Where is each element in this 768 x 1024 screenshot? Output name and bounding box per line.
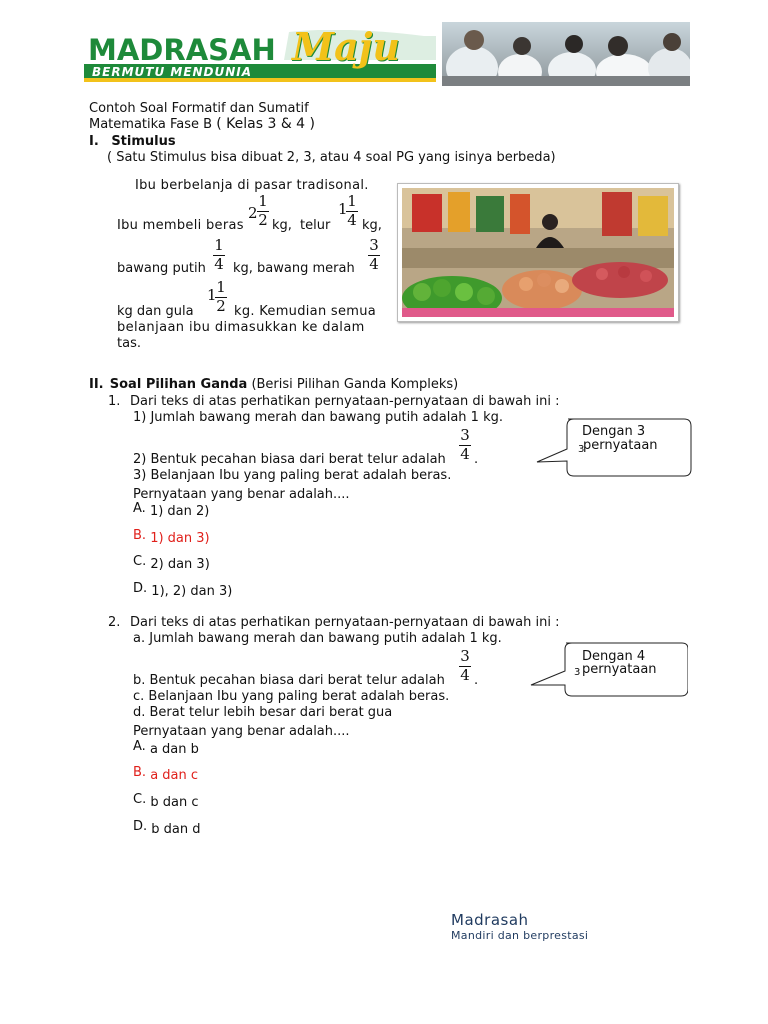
q2-option-a[interactable] — [133, 739, 199, 758]
section2-heading — [89, 377, 458, 393]
stimulus-l2-c: telur — [300, 218, 331, 233]
q1-option-b[interactable] — [133, 528, 210, 547]
frac-bawang-merah-num: 3 — [369, 236, 379, 254]
stimulus-l2-d: kg, — [362, 218, 382, 233]
q2-statement-c: c. Belanjaan Ibu yang paling berat adalah beras. — [133, 689, 450, 704]
frac-telur-den: 4 — [347, 211, 357, 229]
section1-note: ( Satu Stimulus bisa dibuat 2, 3, atau 4 soal PG yang isinya berbeda) — [107, 150, 556, 165]
frac-telur — [346, 194, 358, 228]
logo-word: MADRASAH — [88, 33, 276, 67]
frac-gula-whole: 1 — [207, 286, 217, 304]
banner-photo — [442, 22, 690, 86]
q1-number: 1. — [108, 394, 121, 409]
frac-bawang-merah-den: 4 — [369, 255, 379, 273]
header-line1: Contoh Soal Formatif dan Sumatif — [89, 101, 309, 116]
footer-subtitle: Mandiri dan berprestasi — [451, 929, 589, 942]
q2-prompt: Pernyataan yang benar adalah.... — [133, 724, 350, 739]
q1-callout-prefix: 3 — [578, 444, 585, 455]
q2-option-a-letter: A. — [133, 739, 146, 754]
q1-fraction — [459, 428, 471, 462]
q2-option-b[interactable] — [133, 765, 199, 784]
frac-beras — [257, 194, 269, 228]
frac-beras-den: 2 — [258, 211, 268, 229]
q1-fraction-num: 3 — [460, 426, 470, 444]
q2-fraction — [459, 649, 471, 683]
header-subject: Matematika Fase B — [89, 117, 213, 132]
footer-title: Madrasah — [451, 911, 529, 929]
q2-option-c-text: b dan c — [150, 795, 199, 810]
q1-statement-3: 3) Belanjaan Ibu yang paling berat adalah beras. — [133, 468, 452, 483]
frac-telur-num: 1 — [347, 192, 357, 210]
q2-callout-line2: pernyataan — [582, 662, 657, 677]
frac-gula — [215, 280, 227, 314]
q1-option-b-text: 1) dan 3) — [150, 531, 210, 546]
q1-callout-line2: pernyataan — [583, 438, 658, 453]
q2-option-d-text: b dan d — [151, 822, 201, 837]
section2-number: II. — [89, 377, 104, 392]
stimulus-l3-b: kg, bawang merah — [233, 261, 355, 276]
q1-statement-2: 2) Bentuk pecahan biasa dari berat telur adalah — [133, 452, 446, 467]
q2-callout-line1: Dengan 4 — [582, 649, 646, 664]
logo-tagline: BERMUTU MENDUNIA — [92, 65, 253, 79]
frac-gula-den: 2 — [216, 297, 226, 315]
q2-statement-b: b. Bentuk pecahan biasa dari berat telur adalah — [133, 673, 445, 688]
q1-option-a-letter: A. — [133, 501, 146, 516]
frac-beras-whole: 2 — [248, 204, 258, 222]
logo-script: Maju — [292, 24, 401, 69]
frac-beras-num: 1 — [258, 192, 268, 210]
q2-fraction-den: 4 — [460, 666, 470, 684]
q2-fraction-num: 3 — [460, 647, 470, 665]
section1-title: Stimulus — [111, 134, 176, 149]
frac-bawang-putih — [213, 238, 225, 272]
frac-bawang-merah — [368, 238, 380, 272]
stimulus-l2-b: kg, — [272, 218, 292, 233]
q2-statement-a: a. Jumlah bawang merah dan bawang putih adalah 1 kg. — [133, 631, 502, 646]
q2-option-c-letter: C. — [133, 792, 147, 807]
q2-callout-prefix: 3 — [574, 667, 581, 678]
q1-option-b-letter: B. — [133, 528, 147, 543]
q1-option-d[interactable] — [133, 581, 233, 600]
q2-option-d-letter: D. — [133, 819, 148, 834]
q1-option-c[interactable] — [133, 554, 210, 573]
q2-option-c[interactable] — [133, 792, 199, 811]
q1-option-d-text: 1), 2) dan 3) — [151, 584, 233, 599]
stimulus-l4-b: kg. Kemudian semua — [234, 304, 377, 319]
section2-subtitle: (Berisi Pilihan Ganda Kompleks) — [251, 377, 459, 392]
stimulus-l2-a: Ibu membeli beras — [117, 218, 244, 233]
header-grade: ( Kelas 3 & 4 ) — [216, 116, 315, 132]
q2-option-a-text: a dan b — [149, 742, 199, 757]
q1-option-c-text: 2) dan 3) — [150, 557, 210, 572]
section1-number: I. — [89, 134, 99, 149]
q2-option-b-text: a dan c — [150, 768, 199, 783]
q1-option-a-text: 1) dan 2) — [149, 504, 210, 519]
q2-statement-d: d. Berat telur lebih besar dari berat gua — [133, 705, 393, 720]
section1-heading — [89, 134, 176, 150]
q1-statement-2-end: . — [474, 452, 479, 467]
q1-prompt: Pernyataan yang benar adalah.... — [133, 487, 350, 502]
section2-title: Soal Pilihan Ganda — [109, 377, 248, 392]
q1-option-d-letter: D. — [133, 581, 148, 596]
frac-gula-num: 1 — [216, 278, 226, 296]
stimulus-l3-a: bawang putih — [117, 261, 206, 276]
frac-telur-whole: 1 — [338, 200, 348, 218]
header-line2 — [89, 116, 315, 133]
q2-option-b-letter: B. — [133, 765, 147, 780]
stimulus-line6: tas. — [117, 336, 141, 351]
q1-fraction-den: 4 — [460, 445, 470, 463]
q1-statement-1: 1) Jumlah bawang merah dan bawang putih adalah 1 kg. — [133, 410, 503, 425]
stimulus-line1: Ibu berbelanja di pasar tradisonal. — [135, 178, 369, 193]
q1-callout-line1: Dengan 3 — [582, 424, 646, 439]
q2-statement-b-end: . — [474, 673, 479, 688]
q1-text: Dari teks di atas perhatikan pernyataan-pernyataan di bawah ini : — [130, 394, 560, 409]
q2-text: Dari teks di atas perhatikan pernyataan-pernyataan di bawah ini : — [130, 615, 560, 630]
stimulus-line5: belanjaan ibu dimasukkan ke dalam — [117, 320, 365, 335]
students-lab-photo — [442, 22, 690, 86]
frac-bawang-putih-den: 4 — [214, 255, 224, 273]
q2-number: 2. — [108, 615, 121, 630]
q1-option-a[interactable] — [133, 501, 210, 520]
stimulus-l4-a: kg dan gula — [117, 304, 194, 319]
q2-option-d[interactable] — [133, 819, 201, 838]
market-stall-photo — [397, 183, 679, 322]
market-illustration — [402, 188, 674, 317]
banner-logo — [84, 24, 436, 82]
q1-option-c-letter: C. — [133, 554, 147, 569]
frac-bawang-putih-num: 1 — [214, 236, 224, 254]
